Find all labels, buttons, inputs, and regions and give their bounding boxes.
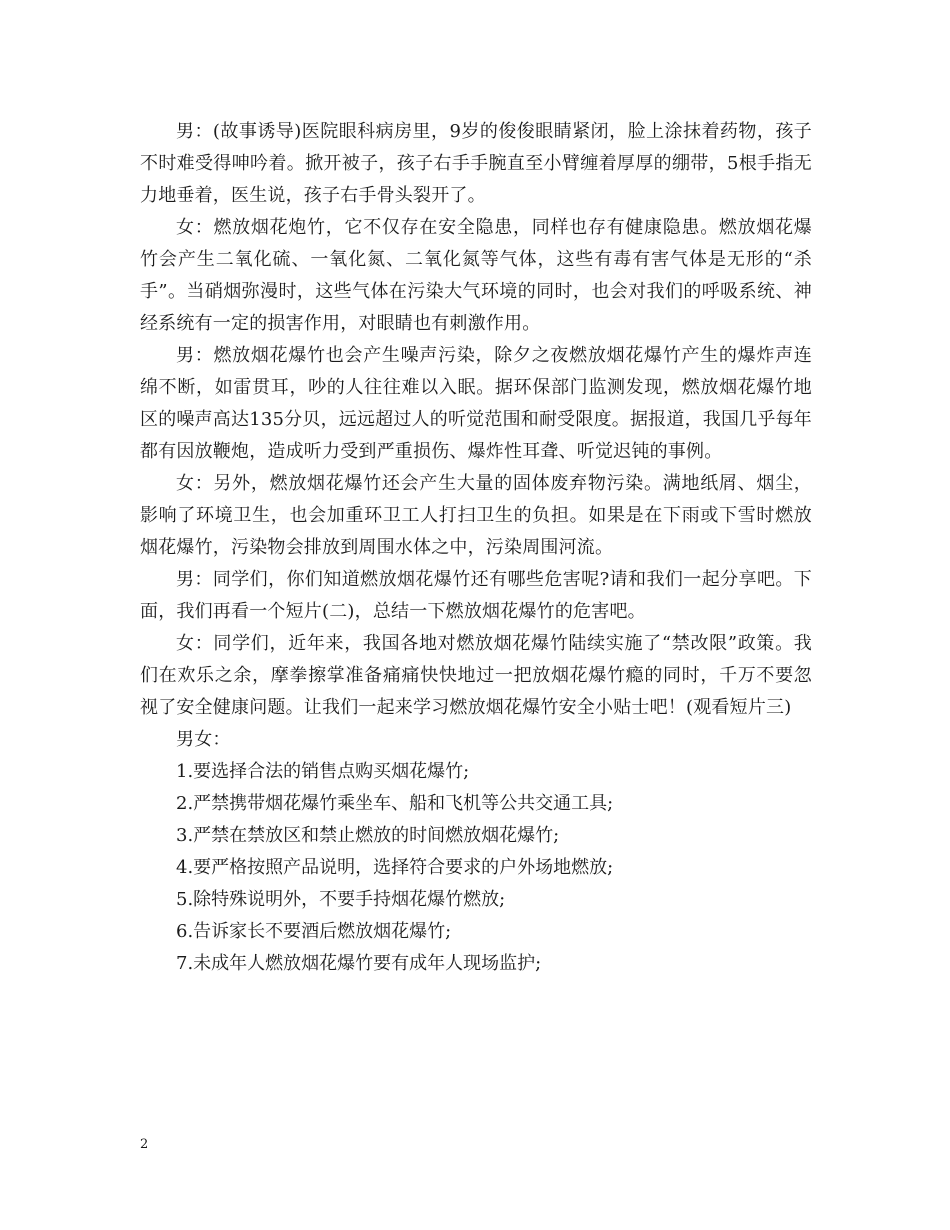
list-item: 4.要严格按照产品说明，选择符合要求的户外场地燃放; <box>176 857 614 878</box>
paragraph-female-waste: 女：另外，燃放烟花爆竹还会产生大量的固体废弃物污染。满地纸屑、烟尘，影响了环境卫生，也会加重环卫工人打扫卫生的负担。如果是在下雨或下雪时燃放烟花爆竹，污染物会排放到周围水体之中，污染周围河流。 <box>140 473 812 558</box>
paragraph-male-story: 男：(故事诱导)医院眼科病房里，9岁的俊俊眼睛紧闭，脸上涂抹着药物，孩子不时难受得呻吟着。掀开被子，孩子右手手腕直至小臂缠着厚厚的绷带，5根手指无力地垂着，医生说，孩子右手骨头裂开了。 <box>140 121 812 206</box>
document-body <box>140 116 812 980</box>
list-item: 5.除特殊说明外，不要手持烟花爆竹燃放; <box>176 889 506 910</box>
list-item: 1.要选择合法的销售点购买烟花爆竹; <box>176 761 470 782</box>
paragraph-male-noise: 男：燃放烟花爆竹也会产生噪声污染，除夕之夜燃放烟花爆竹产生的爆炸声连绵不断，如雷贯耳，吵的人往往难以入眠。据环保部门监测发现，燃放烟花爆竹地区的噪声高达135分贝，远远超过人的听觉范围和耐受限度。据报道，我国几乎每年都有因放鞭炮，造成听力受到严重损伤、爆炸性耳聋、听觉迟钝的事例。 <box>140 345 812 462</box>
list-item: 3.严禁在禁放区和禁止燃放的时间燃放烟花爆竹; <box>176 825 560 846</box>
list-item: 7.未成年人燃放烟花爆竹要有成年人现场监护; <box>176 953 542 974</box>
list-item: 6.告诉家长不要酒后燃放烟花爆竹; <box>176 921 452 942</box>
page-number: 2 <box>140 1137 149 1152</box>
paragraph-male-share: 男：同学们，你们知道燃放烟花爆竹还有哪些危害呢?请和我们一起分享吧。下面，我们再看一个短片(二)，总结一下燃放烟花爆竹的危害吧。 <box>140 569 812 622</box>
list-item: 2.严禁携带烟花爆竹乘坐车、船和飞机等公共交通工具; <box>176 793 614 814</box>
paragraph-both-speakers: 男女： <box>176 729 231 750</box>
safety-tips-list <box>140 756 812 980</box>
paragraph-female-policy: 女：同学们，近年来，我国各地对燃放烟花爆竹陆续实施了“禁改限”政策。我们在欢乐之余，摩拳擦掌准备痛痛快快地过一把放烟花爆竹瘾的同时，千万不要忽视了安全健康问题。让我们一起来学习燃放烟花爆竹安全小贴士吧！(观看短片三) <box>140 633 812 718</box>
paragraph-female-health: 女：燃放烟花炮竹，它不仅存在安全隐患，同样也存有健康隐患。燃放烟花爆竹会产生二氧化硫、一氧化氮、二氧化氮等气体，这些有毒有害气体是无形的“杀手”。当硝烟弥漫时，这些气体在污染大气环境的同时，也会对我们的呼吸系统、神经系统有一定的损害作用，对眼睛也有刺激作用。 <box>140 217 812 334</box>
